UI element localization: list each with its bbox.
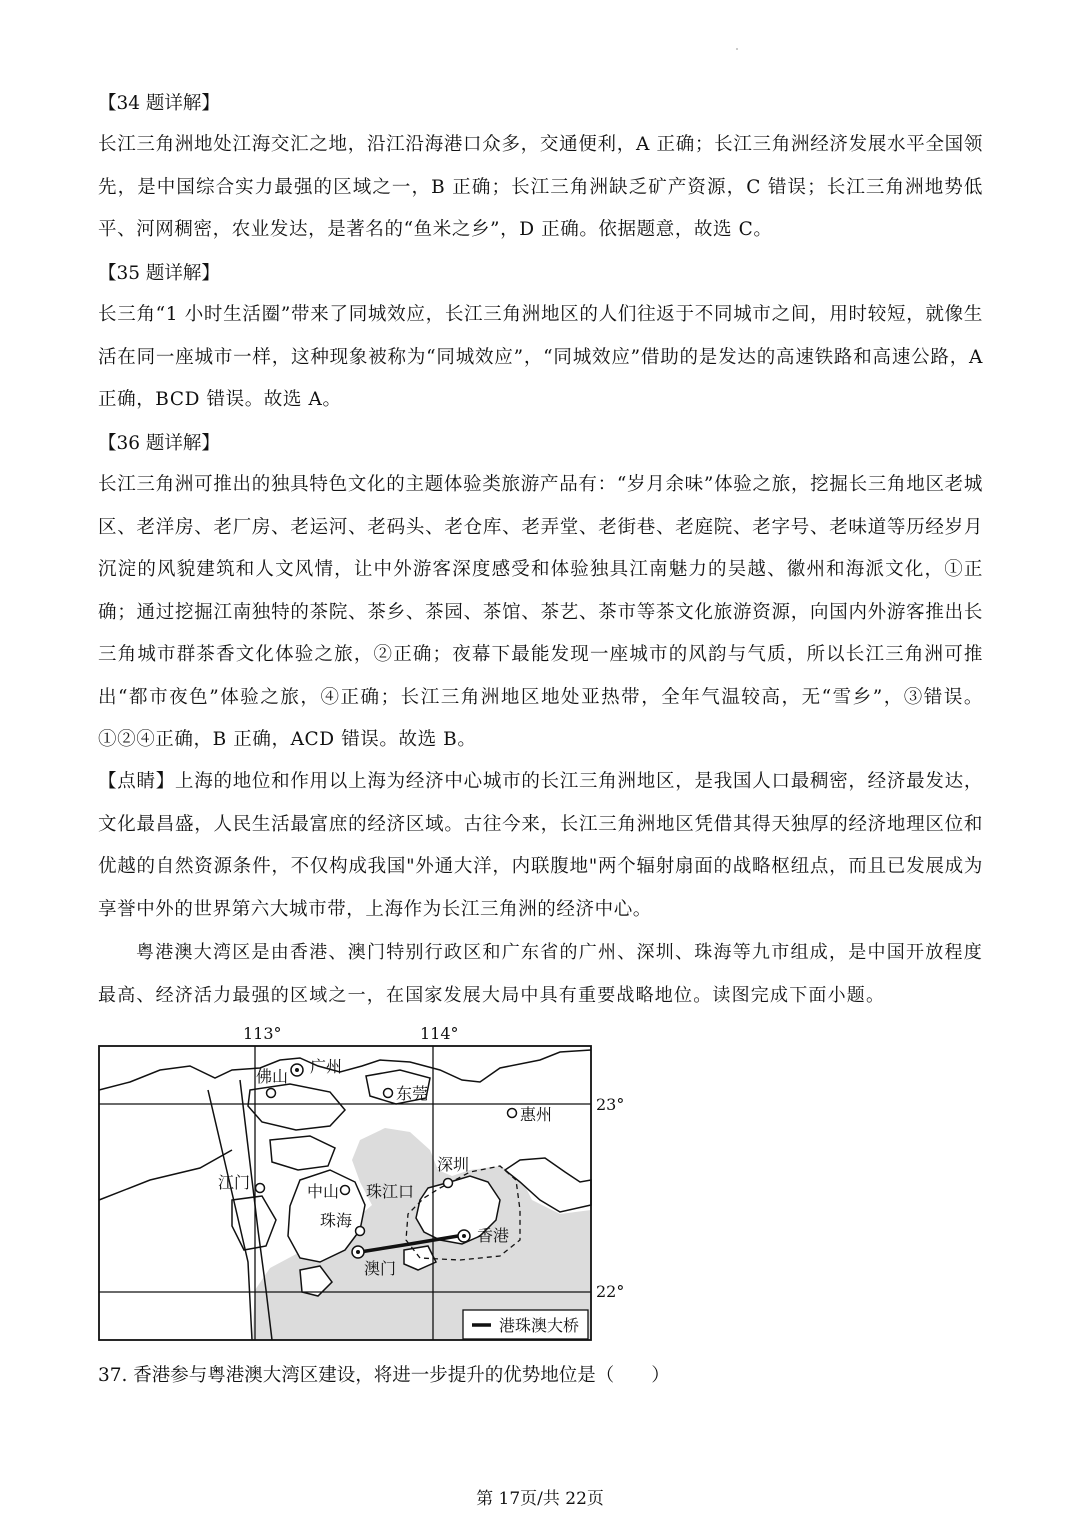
city-label-dongguan: 东莞: [396, 1084, 429, 1103]
city-label-zhongshan: 中山: [307, 1182, 340, 1201]
lat-label-22: 22°: [596, 1282, 625, 1301]
city-label-zhujiangkou: 珠江口: [366, 1182, 415, 1201]
city-label-zhuhai: 珠海: [320, 1211, 353, 1230]
city-marker-huizhou: [508, 1109, 517, 1118]
city-label-guangzhou: 广州: [310, 1057, 343, 1076]
city-marker-shenzhen: [444, 1179, 453, 1188]
city-marker-zhuhai: [356, 1227, 365, 1236]
city-marker-guangzhou: [291, 1064, 303, 1076]
page-footer: 第 17页/共 22页: [476, 1489, 604, 1509]
intro-paragraph: 粤港澳大湾区是由香港、澳门特别行政区和广东省的广州、深圳、珠海等九市组成，是中国开放程度最高、经济活力最强的区域之一，在国家发展大局中具有重要战略地位。读图完成下面小题。: [98, 942, 983, 1006]
question-37: 37. 香港参与粤港澳大湾区建设，将进一步提升的优势地位是（ ）: [98, 1365, 670, 1386]
city-label-huizhou: 惠州: [520, 1105, 553, 1124]
dianjing-body: 上海的地位和作用以上海为经济中心城市的长江三角洲地区，是我国人口最稠密，经济最发达，文化最昌盛，人民生活最富庶的经济区域。古往今来，长江三角洲地区凭借其得天独厚的经济地理区位和优越的自然资源条件，不仅构成我国"外通大洋，内联腹地"两个辐射扇面的战略枢纽点，而且已发展成为享誉中外的世界第六大城市带，上海作为长江三角洲的经济中心。: [98, 771, 983, 920]
city-marker-hongkong: [458, 1230, 470, 1242]
city-label-jiangmen: 江门: [218, 1173, 251, 1192]
city-marker-foshan: [267, 1089, 276, 1098]
section-36-body: 长江三角洲可推出的独具特色文化的主题体验类旅游产品有：“岁月余味”体验之旅，挖掘长三角地区老城区、老洋房、老厂房、老运河、老码头、老仓库、老弄堂、老街巷、老庭院、老字号、老味道等历经岁月沉淀的风貌建筑和人文风情，让中外游客深度感受和体验独具江南魅力的吴越、徽州和海派文化，①正确；通过挖掘江南独特的茶院、茶乡、茶园、茶馆、茶艺、茶市等茶文化旅游资源，向国内外游客推出长三角城市群茶香文化体验之旅，②正确；夜幕下最能发现一座城市的风韵与气质，所以长江三角洲可推出“都市夜色”体验之旅，④正确；长江三角洲地区地处亚热带，全年气温较高，无“雪乡”，③错误。①②④正确，B 正确，ACD 错误。故选 B。: [98, 474, 983, 750]
city-label-shenzhen: 深圳: [437, 1155, 470, 1174]
section-36-heading: 【36 题详解】: [98, 433, 220, 454]
city-marker-zhongshan: [341, 1186, 350, 1195]
city-label-macau: 澳门: [364, 1259, 397, 1278]
dianjing-heading: 【点睛】: [98, 771, 175, 792]
section-34-body: 长江三角洲地处江海交汇之地，沿江沿海港口众多，交通便利，A 正确；长江三角洲经济发展水平全国领先，是中国综合实力最强的区域之一，B 正确；长江三角洲缺乏矿产资源，C 错误；长江三角洲地势低平、河网稠密，农业发达，是著名的“鱼米之乡”，D 正确。依据题意，故选 C。: [98, 134, 983, 240]
legend-bridge-label: 港珠澳大桥: [499, 1316, 580, 1335]
city-marker-macau: [352, 1246, 364, 1258]
city-marker-dongguan: [384, 1089, 393, 1098]
section-34-heading: 【34 题详解】: [98, 93, 220, 114]
city-label-hongkong: 香港: [477, 1226, 510, 1245]
section-35-heading: 【35 题详解】: [98, 263, 220, 284]
city-label-foshan: 佛山: [256, 1067, 289, 1086]
lat-label-23: 23°: [596, 1095, 625, 1114]
lon-label-113: 113°: [243, 1024, 282, 1043]
section-35-body: 长三角“1 小时生活圈”带来了同城效应，长江三角洲地区的人们往返于不同城市之间，用时较短，就像生活在同一座城市一样，这种现象被称为“同城效应”，“同城效应”借助的是发达的高速铁路和高速公路，A 正确，BCD 错误。故选 A。: [98, 304, 983, 410]
lon-label-114: 114°: [420, 1024, 459, 1043]
city-marker-jiangmen: [256, 1184, 265, 1193]
